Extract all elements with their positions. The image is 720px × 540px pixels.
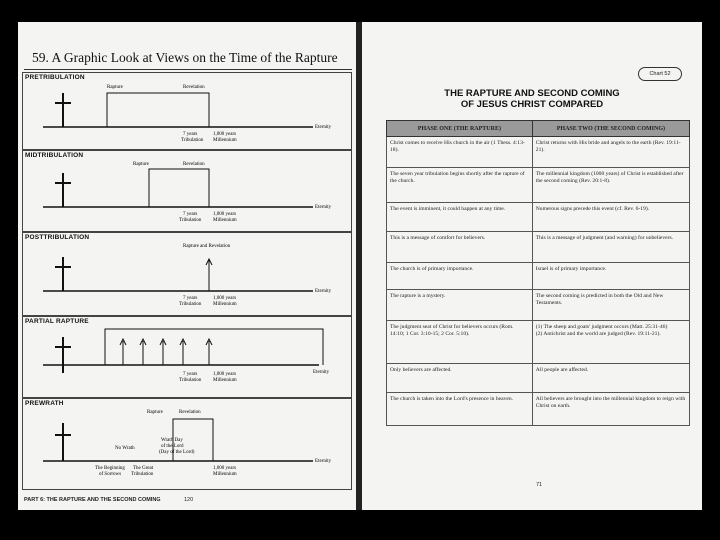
svg-text:Eternity: Eternity xyxy=(315,459,332,464)
second-coming-cell: (1) The sheep and goats' judgment occurs (Matt. 25:31-46) (2) Antichrist and the world are judged (Rev. 19:11-21). xyxy=(532,321,689,364)
svg-text:Eternity: Eternity xyxy=(315,289,332,294)
table-row xyxy=(387,137,690,168)
svg-text:Rapture: Rapture xyxy=(133,162,149,167)
svg-text:of Sorrows: of Sorrows xyxy=(99,472,122,477)
timeline-diagram xyxy=(23,399,353,491)
second-coming-cell: This is a message of judgment (and warning) for unbelievers. xyxy=(532,232,689,263)
svg-text:No Wrath: No Wrath xyxy=(115,446,135,451)
page-title: 59. A Graphic Look at Views on the Time of the Rapture xyxy=(32,50,338,65)
timeline-diagram xyxy=(23,233,353,317)
svg-text:7 years: 7 years xyxy=(183,212,198,217)
timeline-diagram xyxy=(23,73,353,151)
svg-text:1,000 years: 1,000 years xyxy=(213,212,237,217)
svg-text:1,000 years: 1,000 years xyxy=(213,466,237,471)
timeline-diagram xyxy=(23,317,353,399)
section-label: PARTIAL RAPTURE xyxy=(25,318,89,325)
svg-text:The Beginning: The Beginning xyxy=(95,466,125,471)
footer-page-number: 120 xyxy=(184,497,194,503)
rapture-cell: The seven year tribulation begins shortly after the rapture of the church. xyxy=(387,168,533,203)
svg-text:Tribulation: Tribulation xyxy=(179,302,202,307)
section-label: PRETRIBULATION xyxy=(25,74,85,81)
svg-text:Millennium: Millennium xyxy=(213,378,237,383)
rapture-cell: The church is of primary importance. xyxy=(387,263,533,290)
rapture-cell: The judgment seat of Christ for believers occurs (Rom. 14:10; 1 Cor. 3:10-15; 2 Cor. 5:10). xyxy=(387,321,533,364)
column-header-second-coming: PHASE TWO (THE SECOND COMING) xyxy=(532,121,689,137)
right-page xyxy=(362,22,702,510)
svg-text:Rapture and Revelation: Rapture and Revelation xyxy=(183,244,231,249)
svg-text:1,000 years: 1,000 years xyxy=(213,296,237,301)
second-coming-cell: All people are affected. xyxy=(532,364,689,393)
svg-text:7 years: 7 years xyxy=(183,296,198,301)
svg-text:The Great: The Great xyxy=(133,466,154,471)
chart-badge: Chart 52 xyxy=(638,67,682,81)
section-posttribulation xyxy=(22,232,352,316)
footer-part: PART 6: THE RAPTURE AND THE SECOND COMING xyxy=(24,497,161,503)
svg-text:Millennium: Millennium xyxy=(213,302,237,307)
section-label: POSTTRIBULATION xyxy=(25,234,90,241)
second-coming-cell: Christ returns with His bride and angels to the earth (Rev. 19:11-21). xyxy=(532,137,689,168)
rapture-label: Rapture xyxy=(107,85,123,90)
svg-text:Revelation: Revelation xyxy=(179,410,201,415)
section-midtribulation xyxy=(22,150,352,232)
footer-page-number: 71 xyxy=(536,482,543,488)
svg-text:of the Lord: of the Lord xyxy=(161,444,184,449)
svg-text:Revelation: Revelation xyxy=(183,162,205,167)
svg-text:Millennium: Millennium xyxy=(213,218,237,223)
table-row xyxy=(387,168,690,203)
millennium-label: Millennium xyxy=(213,138,237,143)
section-pretribulation xyxy=(22,72,352,150)
table-row xyxy=(387,393,690,426)
table-row xyxy=(387,321,690,364)
svg-text:Wrath Day: Wrath Day xyxy=(161,438,183,443)
title-divider xyxy=(24,69,352,70)
svg-text:1,000 years: 1,000 years xyxy=(213,372,237,377)
table-row xyxy=(387,364,690,393)
revelation-label: Revelation xyxy=(183,85,205,90)
table-row xyxy=(387,263,690,290)
comparison-table xyxy=(386,120,690,426)
svg-text:Millennium: Millennium xyxy=(213,472,237,477)
table-row xyxy=(387,290,690,321)
table-row xyxy=(387,203,690,232)
second-coming-cell: Numerous signs precede this event (cf. Rev. 6-19). xyxy=(532,203,689,232)
svg-text:Tribulation: Tribulation xyxy=(179,218,202,223)
column-header-rapture: PHASE ONE (THE RAPTURE) xyxy=(387,121,533,137)
tribulation-label: Tribulation xyxy=(181,138,204,143)
second-coming-cell: All believers are brought into the millennial kingdom to reign with Christ on earth. xyxy=(532,393,689,426)
millennium-years-label: 1,000 years xyxy=(213,132,237,137)
svg-text:Rapture: Rapture xyxy=(147,410,163,415)
svg-text:Tribulation: Tribulation xyxy=(179,378,202,383)
rapture-cell: The rapture is a mystery. xyxy=(387,290,533,321)
section-label: PREWRATH xyxy=(25,400,64,407)
rapture-cell: This is a message of comfort for believers. xyxy=(387,232,533,263)
chart-title-line1: THE RAPTURE AND SECOND COMING xyxy=(444,88,620,99)
section-partial-rapture xyxy=(22,316,352,398)
table-row xyxy=(387,232,690,263)
svg-text:Eternity: Eternity xyxy=(313,370,330,375)
second-coming-cell: The second coming is predicted in both the Old and New Testaments. xyxy=(532,290,689,321)
rapture-cell: Only believers are affected. xyxy=(387,364,533,393)
timeline-diagram xyxy=(23,151,353,233)
second-coming-cell: Israel is of primary importance. xyxy=(532,263,689,290)
chart-title-line2: OF JESUS CHRIST COMPARED xyxy=(460,99,604,110)
rapture-cell: Christ comes to receive His church in the air (1 Thess. 4:13-18). xyxy=(387,137,533,168)
rapture-cell: The church is taken into the Lord's presence in heaven. xyxy=(387,393,533,426)
section-label: MIDTRIBULATION xyxy=(25,152,84,159)
svg-text:7 years: 7 years xyxy=(183,372,198,377)
svg-text:Eternity: Eternity xyxy=(315,205,332,210)
left-page xyxy=(18,22,356,510)
second-coming-cell: The millennial kingdom (1000 years) of Christ is established after the second coming (Rev. 20:1-8). xyxy=(532,168,689,203)
rapture-cell: The event is imminent, it could happen at any time. xyxy=(387,203,533,232)
svg-text:(Day of the Lord): (Day of the Lord) xyxy=(159,450,195,455)
eternity-label: Eternity xyxy=(315,125,332,130)
svg-text:Tribulation: Tribulation xyxy=(131,472,154,477)
years-label: 7 years xyxy=(183,132,198,137)
section-prewrath xyxy=(22,398,352,490)
